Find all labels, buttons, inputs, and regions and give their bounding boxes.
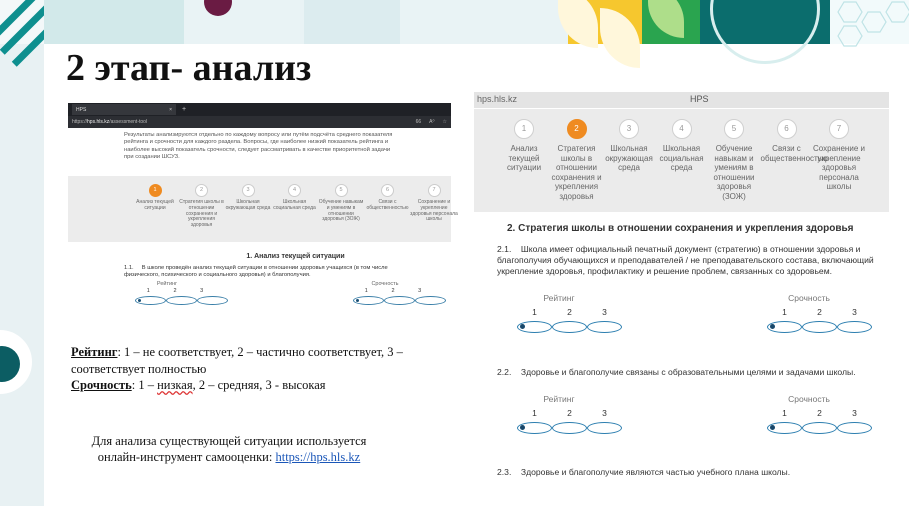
urgency-scale-radio-3[interactable] [415,296,446,305]
step-7-label: Сохранение и укрепление здоровья персонала школы [410,199,458,223]
urgency-scale-q2-options [767,422,877,434]
rating-scale-q1-number-3: 3 [602,307,607,317]
site-host: hps.hls.kz [477,94,518,104]
step-4-label: Школьная социальная среда [659,144,704,173]
url-path: /assessment-tool [109,119,148,125]
rating-scale-option-wrap [135,296,166,305]
rating-scale-q2-numbers [517,408,627,418]
urgency-scale-q1-number-3: 3 [852,307,857,317]
urgency-scale-q1-radio-2[interactable] [802,321,837,333]
question-text: Здоровье и благополучие связаны с образовательными целями и задачами школы. [520,367,856,377]
urgency-sep: : 1 – [131,378,158,392]
left-screenshot [68,103,458,323]
rating-scale-number-3: 3 [200,288,204,294]
rating-scale-q2-number-1: 1 [532,408,537,418]
rating-scale-title: Рейтинг [156,281,178,287]
urgency-scale-q2-numbers [767,408,877,418]
rating-scale-q2-number-2: 2 [567,408,572,418]
intro-text: Результаты анализируются отдельно по каждому вопросу или путём подсчёта среднего показателя рейтинга и срочности для каждого раздела. Вопросы, где наиболее низкий показатель рейтинга и наиболее высокий показатель срочности, следует рассматривать в качестве приоритетной задачи при создании ШСУЗ. [124,132,393,160]
rating-scale-q2-radio-3[interactable] [587,422,622,434]
rating-scale-q1-options [517,321,627,333]
step-5-label: Обучение навыкам и умениям в отношении здоровья (ЗОЖ) [318,199,364,223]
rating-scale-radio-3[interactable] [197,296,228,305]
step-7[interactable] [410,184,458,223]
yellow-leaf-decor [568,0,642,44]
slide-title: 2 этап- анализ [66,47,312,89]
teal-circle-decor [700,0,830,44]
step-1-number: 1 [514,119,534,139]
question-2-2 [497,367,877,378]
urgency-scale-q1-option-wrap [802,321,837,333]
question-2-1 [497,244,877,277]
urgency-scale-q2-radio-2[interactable] [802,422,837,434]
step-navigator [68,176,458,242]
left-decor-band [0,0,44,506]
new-tab-icon[interactable]: + [182,106,187,113]
diagonal-stripes-decor [0,0,44,44]
footer-text: Для анализа существующей ситуации используется онлайн-инструмент самооценки: [91,434,367,464]
step-1[interactable] [498,119,550,173]
urgency-scale-q2 [767,394,877,434]
step-4-number: 4 [672,119,692,139]
teal-block-decor [44,0,184,44]
rating-scale-number-2: 2 [173,288,177,294]
rating-scale-q2 [517,394,627,434]
question-number: 1.1. [124,265,134,271]
rating-legend-text: : 1 – не соответствует, 2 – частично соответствует, 3 – соответствует полностью [71,345,403,376]
section-title: 2. Стратегия школы в отношении сохранения и укрепления здоровья [507,223,854,234]
app-title: HPS [690,94,709,104]
step-1-label: Анализ текущей ситуации [506,144,542,173]
rating-scale-q2-option-wrap [552,422,587,434]
rating-legend [71,344,443,377]
urgency-scale-q1-number-2: 2 [817,307,822,317]
rating-scale-q2-number-3: 3 [602,408,607,418]
urgency-scale-title: Срочность [371,281,399,287]
step-2[interactable] [551,119,603,202]
urgency-scale [353,281,433,305]
question-1-1 [68,260,451,279]
rating-scale-q1-option-wrap [587,321,622,333]
rating-scale-option-wrap [166,296,197,305]
urgency-scale-q2-option-wrap [802,422,837,434]
url-prefix: https:// [72,119,88,125]
rating-scale-q2-option-wrap [517,422,552,434]
step-3[interactable] [224,184,272,212]
step-5-number: 5 [724,119,744,139]
step-3-number: 3 [619,119,639,139]
urgency-scale-number-2: 2 [391,288,395,294]
urgency-scale-q2-radio-1[interactable] [767,422,802,434]
rating-scale-numbers [135,288,215,294]
question-number: 2.2. [497,367,512,377]
step-2-number: 2 [567,119,587,139]
tool-link[interactable]: https://hps.hls.kz [275,450,361,464]
green-leaf-decor [642,0,700,44]
urgency-low-word: низкая [157,378,193,392]
step-6[interactable] [760,119,828,163]
rating-scale-q2-options [517,422,627,434]
step-7[interactable] [813,119,865,192]
urgency-scale-q1-title: Срочность [788,293,830,303]
step-1-number: 1 [149,184,162,197]
urgency-scale-q1-option-wrap [767,321,802,333]
urgency-scale-q1-options [767,321,877,333]
step-6-number: 6 [381,184,394,197]
step-3[interactable] [603,119,655,173]
step-5[interactable] [317,184,365,223]
step-5-label: Обучение навыкам и умениям в отношении здоровья (ЗОЖ) [713,144,755,201]
rating-scale-q2-radio-1[interactable] [517,422,552,434]
url-host: hps.hls.kz [87,119,110,125]
app-header [474,92,889,108]
rating-scale-q1-number-1: 1 [532,307,537,317]
urgency-term: Срочность [71,378,132,392]
question-text: В школе проведён анализ текущей ситуации в отношении здоровья учащихся (в том числе физического, психического и социального здоровья) и благополучия. [124,265,388,278]
step-4-number: 4 [288,184,301,197]
step-7-number: 7 [428,184,441,197]
urgency-scale-q2-option-wrap [837,422,872,434]
step-4-label: Школьная социальная среда [273,199,316,211]
question-text: Школа имеет официальный печатный документ (стратегию) в отношении здоровья и благополучия обучающихся и преподавателей / не преподавательского состава, включающий укрепление здоровья, профилактику и решение проблем, связанных со здоровьем. [497,244,874,276]
rating-scale-radio-1[interactable] [135,296,166,305]
right-screenshot [474,92,889,484]
rating-scale-q1 [517,293,627,333]
urgency-scale-q2-radio-3[interactable] [837,422,872,434]
rating-scale-option-wrap [197,296,228,305]
rating-scale-q1-option-wrap [517,321,552,333]
urgency-scale-q2-number-2: 2 [817,408,822,418]
rating-scale-radio-2[interactable] [166,296,197,305]
browser-tab[interactable] [72,104,176,115]
urgency-scale-radio-2[interactable] [384,296,415,305]
hexagon-pattern-decor [830,0,909,44]
step-2-number: 2 [195,184,208,197]
urgency-scale-q1-number-1: 1 [782,307,787,317]
urgency-scale-q1-radio-3[interactable] [837,321,872,333]
rating-scale-q1-radio-1[interactable] [517,321,552,333]
step-6-label: Связи с общественностью [760,144,828,163]
step-2-label: Стратегия школы в отношении сохранения и укрепления здоровья [179,199,224,229]
urgency-scale-q2-number-3: 3 [852,408,857,418]
urgency-scale-q1-radio-1[interactable] [767,321,802,333]
step-3-number: 3 [242,184,255,197]
urgency-scale-numbers [353,288,433,294]
address-bar[interactable] [68,116,451,128]
text-size-icon[interactable]: A⁰ [429,119,435,125]
browser-tab-bar [68,103,451,116]
rating-scale-q1-title: Рейтинг [543,293,575,303]
section-title: 1. Анализ текущей ситуации [246,253,345,260]
question-number: 2.3. [497,467,512,477]
rating-scale-q1-numbers [517,307,627,317]
step-6[interactable] [364,184,412,212]
legend [71,344,443,394]
step-6-label: Связи с общественностью [366,199,409,211]
rating-scale-number-1: 1 [146,288,150,294]
step-2-label: Стратегия школы в отношении сохранения и укрепления здоровья [551,144,602,201]
urgency-scale-number-1: 1 [364,288,368,294]
urgency-scale-option-wrap [384,296,415,305]
browser-tab-label: HPS [76,106,87,113]
step-1-label: Анализ текущей ситуации [136,199,174,211]
rating-term: Рейтинг [71,345,118,359]
urgency-scale-number-3: 3 [418,288,422,294]
footer-note [74,433,384,465]
rating-scale-q2-option-wrap [587,422,622,434]
rating-scale-q2-title: Рейтинг [543,394,575,404]
rating-scale-options [135,296,215,305]
question-text: Здоровье и благополучие являются частью учебного плана школы. [520,467,791,477]
step-5-number: 5 [335,184,348,197]
step-1[interactable] [131,184,179,212]
step-7-number: 7 [829,119,849,139]
step-3-label: Школьная окружающая среда [225,199,271,211]
urgency-scale-radio-1[interactable] [353,296,384,305]
urgency-scale-q1-numbers [767,307,877,317]
close-icon[interactable]: × [169,106,172,113]
step-2[interactable] [178,184,226,229]
urgency-scale-q2-number-1: 1 [782,408,787,418]
urgency-scale-q1 [767,293,877,333]
rating-scale [135,281,215,305]
urgency-legend-rest: , 2 – средняя, 3 - высокая [192,378,326,392]
step-6-number: 6 [777,119,797,139]
step-navigator [474,109,889,212]
urgency-scale-option-wrap [353,296,384,305]
question-2-3 [497,467,877,478]
rating-scale-q1-radio-3[interactable] [587,321,622,333]
rating-scale-q1-radio-2[interactable] [552,321,587,333]
urgency-legend [71,377,443,394]
rating-scale-q1-number-2: 2 [567,307,572,317]
step-4[interactable] [656,119,708,173]
urgency-scale-q2-option-wrap [767,422,802,434]
urgency-scale-options [353,296,433,305]
step-4[interactable] [271,184,319,212]
light-block-decor [304,0,400,44]
rating-scale-q2-radio-2[interactable] [552,422,587,434]
reader-icon[interactable]: 66 [415,119,422,125]
urgency-scale-q2-title: Срочность [788,394,830,404]
bookmark-star-icon[interactable]: ☆ [442,119,447,125]
step-3-label: Школьная окружающая среда [605,144,653,173]
urgency-scale-q1-option-wrap [837,321,872,333]
rating-scale-q1-option-wrap [552,321,587,333]
step-7-label: Сохранение и укрепление здоровья персонала школы [813,144,865,192]
step-5[interactable] [708,119,760,202]
question-number: 2.1. [497,244,512,254]
urgency-scale-option-wrap [415,296,446,305]
